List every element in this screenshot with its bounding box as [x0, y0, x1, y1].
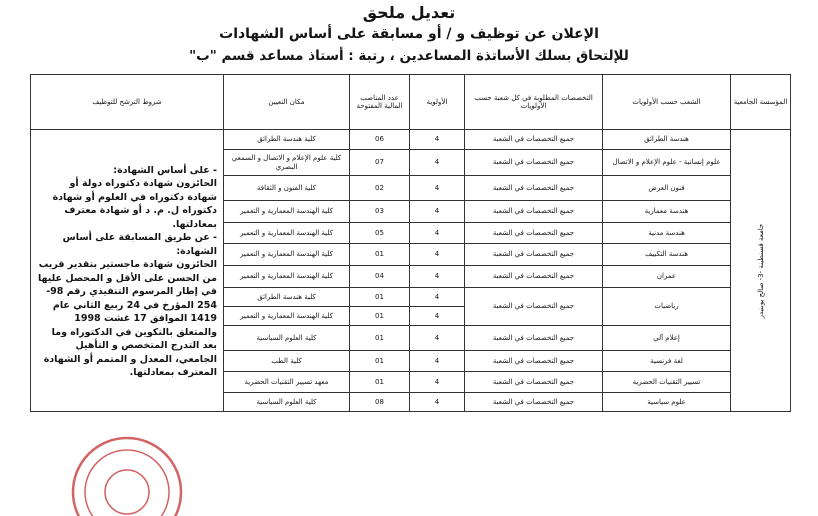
institution-cell [731, 130, 791, 412]
header-conditions: شروط الترشح للتوظيف [31, 75, 224, 130]
priority-cell: 4 [410, 393, 465, 412]
specialty-cell: جميع التخصصات في الشعبة [465, 266, 603, 288]
priority-cell: 4 [410, 326, 465, 351]
positions-cell: 04 [350, 266, 410, 288]
priority-cell: 4 [410, 201, 465, 223]
positions-cell: 01 [350, 244, 410, 266]
specialty-cell: جميع التخصصات في الشعبة [465, 288, 603, 326]
positions-cell: 01 [350, 307, 410, 326]
branch-cell: فنون العرض [603, 176, 731, 201]
location-cell: كلية الهندسة المعمارية و التعمير [224, 201, 350, 223]
priority-cell: 4 [410, 244, 465, 266]
positions-cell: 05 [350, 223, 410, 244]
branch-cell: رياضيات [603, 288, 731, 326]
priority-cell: 4 [410, 223, 465, 244]
location-cell: كلية الطب [224, 351, 350, 372]
specialty-cell: جميع التخصصات في الشعبة [465, 150, 603, 176]
rank-line: للإلتحاق بسلك الأساتذة المساعدين ، رتبة : أستاذ مساعد قسم "ب" [189, 48, 629, 64]
condition-paragraph: الحائزون شهادة ماجستير بتقدير قريب من الحسن على الأقل و المحصل عليها في إطار المرسوم التنفيذي رقم 98-254 المؤرخ في 24 ربيع الثاني عام 1419 الموافق 17 غشت 1998 والمتعلق بالتكوين في الدكتوراه وما بعد التدرج المتخصص و التأهيل الجامعي، المعدل و المتمم أو الشهادة المعترف بمعادلتها. [37, 259, 217, 379]
branch-cell: إعلام آلي [603, 326, 731, 351]
positions-cell: 03 [350, 201, 410, 223]
specialty-cell: جميع التخصصات في الشعبة [465, 244, 603, 266]
branch-cell: هندسة معمارية [603, 201, 731, 223]
positions-cell: 01 [350, 351, 410, 372]
positions-cell: 06 [350, 130, 410, 150]
header-institution: المؤسسة الجامعية [731, 75, 791, 130]
conditions-cell [31, 130, 224, 412]
header-positions: عدد المناصب المالية المفتوحة [350, 75, 410, 130]
specialty-cell: جميع التخصصات في الشعبة [465, 393, 603, 412]
table-header-row [31, 75, 791, 130]
specialty-cell: جميع التخصصات في الشعبة [465, 130, 603, 150]
positions-cell: 02 [350, 176, 410, 201]
priority-cell: 4 [410, 150, 465, 176]
condition-paragraph: - عن طريق المسابقة على أساس الشهادة: [62, 232, 217, 257]
branch-cell: عمران [603, 266, 731, 288]
priority-cell: 4 [410, 372, 465, 393]
priority-cell: 4 [410, 288, 465, 307]
institution-name: جامعة قسنطينة -3- صالح بوبنيدر [756, 223, 765, 318]
specialty-cell: جميع التخصصات في الشعبة [465, 326, 603, 351]
location-cell: كلية هندسة الطرائق [224, 130, 350, 150]
branch-cell: علوم سياسية [603, 393, 731, 412]
seal-rings [73, 438, 181, 516]
specialty-cell: جميع التخصصات في الشعبة [465, 372, 603, 393]
announcement-subtitle: الإعلان عن توظيف و / أو مسابقة على أساس الشهادات [219, 26, 599, 42]
branch-cell: لغة فرنسية [603, 351, 731, 372]
header-priority: الأولوية [410, 75, 465, 130]
table-row [31, 130, 791, 150]
location-cell: كلية الهندسة المعمارية و التعمير [224, 266, 350, 288]
header-location: مكان التعيين [224, 75, 350, 130]
location-cell: كلية علوم الإعلام و الاتصال و السمعي البصري [224, 150, 350, 176]
specialty-cell: جميع التخصصات في الشعبة [465, 201, 603, 223]
location-cell: كلية الهندسة المعمارية و التعمير [224, 223, 350, 244]
location-cell: كلية هندسة الطرائق [224, 288, 350, 307]
header-specialties: التخصصات المطلوبة في كل شعبة حسب الأولويات [465, 75, 603, 130]
recruitment-table [30, 74, 791, 412]
specialty-cell: جميع التخصصات في الشعبة [465, 176, 603, 201]
priority-cell: 4 [410, 307, 465, 326]
branch-cell: هندسة التكييف [603, 244, 731, 266]
priority-cell: 4 [410, 130, 465, 150]
location-cell: كلية الهندسة المعمارية و التعمير [224, 244, 350, 266]
location-cell: معهد تسيير التقنيات الحضرية [224, 372, 350, 393]
location-cell: كلية العلوم السياسية [224, 393, 350, 412]
condition-paragraph: الحائزون شهادة دكتوراه دولة أو شهادة دكتوراه في العلوم أو شهادة دكتوراه ل. م. د أو شهادة معترف بمعادلتها. [52, 178, 217, 230]
priority-cell: 4 [410, 351, 465, 372]
condition-paragraph: - على أساس الشهادة: [113, 165, 217, 176]
priority-cell: 4 [410, 266, 465, 288]
official-seal-stamp [68, 420, 186, 516]
document-title: تعديل ملحق [362, 3, 456, 22]
location-cell: كلية العلوم السياسية [224, 326, 350, 351]
positions-cell: 01 [350, 326, 410, 351]
specialty-cell: جميع التخصصات في الشعبة [465, 351, 603, 372]
positions-cell: 01 [350, 288, 410, 307]
specialty-cell: جميع التخصصات في الشعبة [465, 223, 603, 244]
branch-cell: هندسة الطرائق [603, 130, 731, 150]
header-branch: الشعب حسب الأولويات [603, 75, 731, 130]
table-body [31, 130, 791, 412]
branch-cell: هندسة مدنية [603, 223, 731, 244]
location-cell: كلية الفنون و الثقافة [224, 176, 350, 201]
positions-cell: 08 [350, 393, 410, 412]
priority-cell: 4 [410, 176, 465, 201]
location-cell: كلية الهندسة المعمارية و التعمير [224, 307, 350, 326]
branch-cell: علوم إنسانية - علوم الإعلام و الاتصال [603, 150, 731, 176]
positions-cell: 01 [350, 372, 410, 393]
branch-cell: تسيير التقنيات الحضرية [603, 372, 731, 393]
positions-cell: 07 [350, 150, 410, 176]
